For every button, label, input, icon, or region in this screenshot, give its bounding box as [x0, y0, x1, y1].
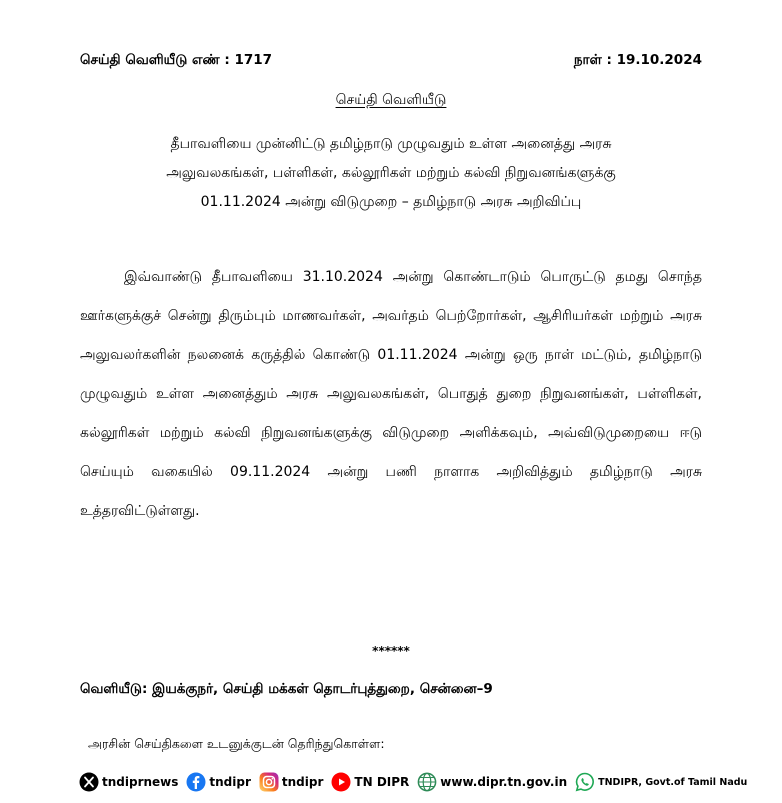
- release-number: செய்தி வெளியீடு எண் : 1717: [80, 52, 273, 68]
- social-instagram[interactable]: [258, 771, 324, 793]
- social-x[interactable]: [78, 771, 178, 793]
- body-paragraph: இவ்வாண்டு தீபாவளியை 31.10.2024 அன்று கொண்டாடும் பொருட்டு தமது சொந்த ஊர்களுக்குச் சென்று திரும்பும் மாணவர்கள், அவர்தம் பெற்றோர்கள், ஆசிரியர்கள் மற்றும் அரசு அலுவலர்களின் நலனைக் கருத்தில் கொண்டு 01.11.2024 அன்று ஒரு நாள் மட்டும், தமிழ்நாடு முழுவதும் உள்ள அனைத்தும் அரசு அலுவலகங்கள், பொதுத் துறை நிறுவனங்கள், பள்ளிகள், கல்லூரிகள் மற்றும் கல்வி நிறுவனங்களுக்கு விடுமுறை அளிக்கவும், அவ்விடுமுறையை ஈடு செய்யும் வகையில் 09.11.2024 அன்று பணி நாளாக அறிவித்தும் தமிழ்நாடு அரசு உத்தரவிட்டுள்ளது.: [80, 269, 702, 519]
- title-line-3: 01.11.2024 அன்று விடுமுறை – தமிழ்நாடு அரசு அறிவிப்பு: [200, 194, 582, 210]
- social-youtube[interactable]: [330, 771, 409, 793]
- social-x-label: tndiprnews: [102, 775, 179, 789]
- social-facebook[interactable]: [185, 771, 251, 793]
- follow-label: அரசின் செய்திகளை உடனுக்குடன் தெரிந்துகொள்ள:: [88, 736, 385, 751]
- social-whatsapp[interactable]: [574, 771, 747, 793]
- youtube-icon: [330, 771, 352, 793]
- facebook-icon: [185, 771, 207, 793]
- title-line-2: அலுவலகங்கள், பள்ளிகள், கல்லூரிகள் மற்றும் கல்வி நிறுவனங்களுக்கு: [166, 165, 616, 181]
- social-website-label: www.dipr.tn.gov.in: [440, 775, 568, 789]
- document-heading: செய்தி வெளியீடு: [335, 92, 447, 108]
- whatsapp-icon: [574, 771, 596, 793]
- section-separator: ******: [372, 644, 410, 658]
- press-release-title: [60, 130, 722, 217]
- social-website[interactable]: [416, 771, 567, 793]
- social-whatsapp-label: TNDIPR, Govt.of Tamil Nadu: [598, 776, 748, 788]
- release-by: வெளியீடு: இயக்குநர், செய்தி மக்கள் தொடர்புத்துறை, சென்னை–9: [80, 681, 493, 697]
- title-line-1: தீபாவளியை முன்னிட்டு தமிழ்நாடு முழுவதும் உள்ள அனைத்து அரசு: [170, 136, 612, 152]
- x-icon: [78, 771, 100, 793]
- social-youtube-label: TN DIPR: [354, 775, 410, 789]
- social-links-row: [78, 767, 762, 797]
- header-row: [80, 52, 702, 70]
- globe-icon: [416, 771, 438, 793]
- release-date: நாள் : 19.10.2024: [573, 52, 702, 68]
- instagram-icon: [258, 771, 280, 793]
- social-instagram-label: tndipr: [281, 775, 324, 789]
- social-facebook-label: tndipr: [209, 775, 251, 789]
